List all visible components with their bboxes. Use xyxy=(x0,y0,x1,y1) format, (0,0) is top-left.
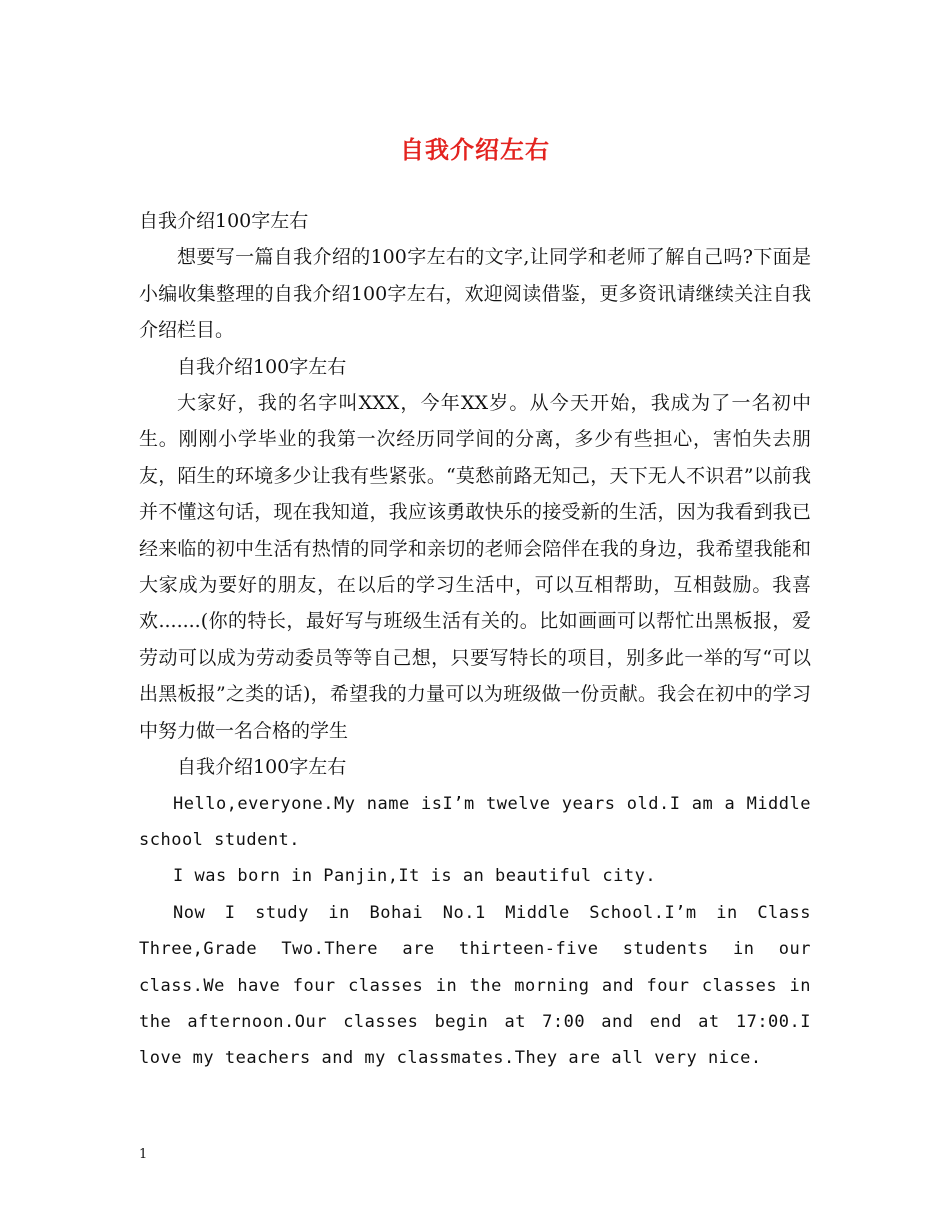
english-paragraph: I was born in Panjin,It is an beautiful city. xyxy=(173,866,657,887)
english-paragraph: Hello,everyone.My name isI’m twelve years old.I am a Middle school student. xyxy=(139,793,811,850)
english-paragraph: Now I study in Bohai No.1 Middle School.I’m in Class Three,Grade Two.There are thirteen-five students in our class.We have four classes in the morning and four classes in the afternoon.Our classes begin at 7:00 and end at 17:00.I love my teachers and my classmates.They are all very nice. xyxy=(139,902,811,1069)
document-body xyxy=(139,203,811,1077)
page-number: 1 xyxy=(139,1147,148,1162)
section-heading: 自我介绍100字左右 xyxy=(139,210,309,232)
document-title: 自我介绍左右 xyxy=(400,135,550,164)
section-heading: 自我介绍100字左右 xyxy=(177,355,347,378)
intro-paragraph: 想要写一篇自我介绍的100字左右的文字,让同学和老师了解自己吗?下面是小编收集整理的自我介绍100字左右，欢迎阅读借鉴，更多资讯请继续关注自我介绍栏目。 xyxy=(139,246,811,342)
section-heading: 自我介绍100字左右 xyxy=(177,756,347,779)
chinese-paragraph: 大家好，我的名字叫XXX，今年XX岁。从今天开始，我成为了一名初中生。刚刚小学毕业的我第一次经历同学间的分离，多少有些担心，害怕失去朋友，陌生的环境多少让我有些紧张。“莫愁前路无知己，天下无人不识君”以前我并不懂这句话，现在我知道，我应该勇敢快乐的接受新的生活，因为我看到我已经来临的初中生活有热情的同学和亲切的老师会陪伴在我的身边，我希望我能和大家成为要好的朋友，在以后的学习生活中，可以互相帮助，互相鼓励。我喜欢.......(你的特长，最好写与班级生活有关的。比如画画可以帮忙出黑板报，爱劳动可以成为劳动委员等等自己想，只要写特长的项目，别多此一举的写“可以出黑板报”之类的话)，希望我的力量可以为班级做一份贡献。我会在初中的学习中努力做一名合格的学生 xyxy=(139,392,811,742)
